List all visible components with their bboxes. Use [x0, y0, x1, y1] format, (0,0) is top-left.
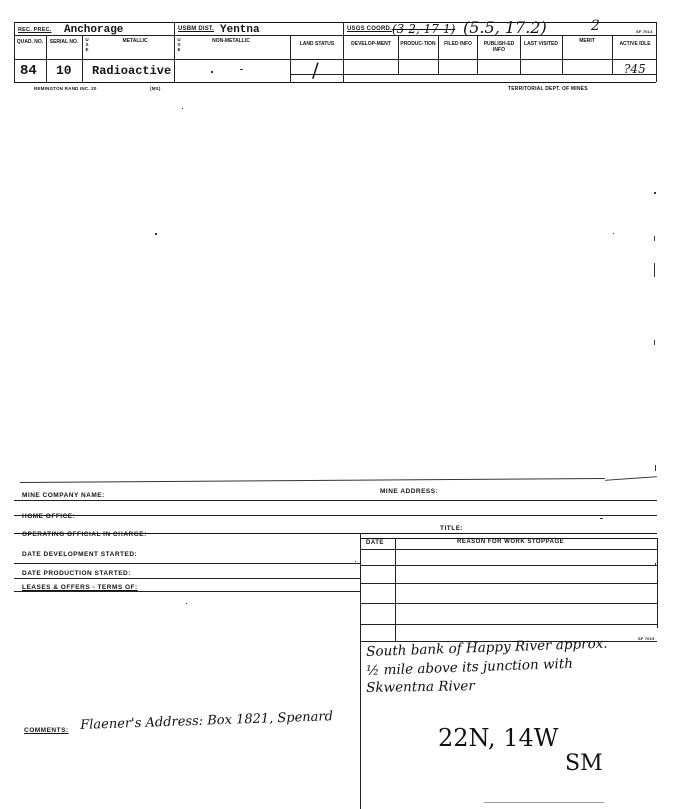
form-code-top: SF 7014	[636, 29, 653, 34]
col-last-visited: LAST VISITED	[524, 41, 558, 47]
date-production-started-label: DATE PRODUCTION STARTED:	[22, 570, 131, 577]
col-metallic: METALLIC	[122, 38, 148, 44]
rec-prec-label: REC. PREC.	[18, 27, 52, 33]
dept-label: TERRITORIAL DEPT. OF MINES	[508, 86, 588, 92]
location-note-line1: South bank of Happy River approx.	[366, 635, 608, 660]
location-note-line2: ½ mile above its junction with	[366, 655, 574, 679]
printer-line: REMINGTON RAND INC. 20	[34, 86, 97, 91]
usgs-coord-label: USGS COORD.	[347, 26, 392, 32]
col-production: PRODUC-TION	[400, 41, 436, 47]
col-active-idle: ACTIVE IDLE	[619, 41, 651, 47]
active-idle-value: ?45	[624, 62, 646, 76]
printer-code: (MS)	[150, 86, 161, 91]
col-development: DEVELOP-MENT	[351, 41, 391, 47]
col-merit: MERIT	[579, 38, 595, 44]
usbm-dist-value: Yentna	[220, 24, 260, 36]
col-serial-no: SERIAL NO.	[49, 39, 79, 45]
mine-company-name-label: MINE COMPANY NAME:	[22, 492, 105, 499]
col-filed-info: FILED INFO	[444, 41, 472, 47]
usgs-extra-value: 2	[591, 18, 600, 34]
col-use-metallic: U S E	[85, 37, 89, 52]
usbm-dist-label: USBM DIST.	[178, 26, 215, 32]
meridian-note: SM	[565, 751, 603, 776]
col-quad-no: QUAD. NO.	[16, 39, 44, 45]
title-label: TITLE:	[440, 525, 464, 532]
comments-label: COMMENTS:	[24, 727, 69, 734]
col-use-nonmetallic: U S E	[177, 37, 181, 52]
leases-offers-label: LEASES & OFFERS - TERMS OF:	[22, 584, 138, 591]
usgs-coord-struck: (3-2, 17-1)	[392, 22, 456, 36]
mine-address-label: MINE ADDRESS:	[380, 488, 439, 495]
quad-no-value: 84	[20, 63, 37, 79]
date-development-started-label: DATE DEVELOPMENT STARTED:	[22, 551, 138, 558]
location-note-line3: Skwentna River	[366, 678, 475, 696]
reason-col-label: REASON FOR WORK STOPPAGE	[457, 539, 565, 545]
form-code-bottom: SF 7015	[638, 636, 655, 641]
date-col-label: DATE	[366, 540, 384, 546]
metallic-value: Radioactive	[92, 64, 172, 78]
rec-prec-value: Anchorage	[64, 24, 124, 36]
land-status-value: /	[312, 58, 319, 82]
col-land-status: LAND STATUS	[299, 41, 335, 47]
operating-official-label: OPERATING OFFICIAL IN CHARGE:	[22, 531, 147, 538]
usgs-coord-value: (5.5, 17.2)	[463, 18, 547, 37]
home-office-label: HOME OFFICE:	[22, 513, 76, 520]
township-range-note: 22N, 14W	[438, 724, 559, 752]
comments-value: Flaener's Address: Box 1821, Spenard	[80, 709, 334, 733]
col-published-info: PUBLISH-ED INFO	[483, 41, 515, 53]
serial-no-value: 10	[56, 63, 72, 78]
col-non-metallic: NON-METALLIC	[212, 38, 250, 44]
